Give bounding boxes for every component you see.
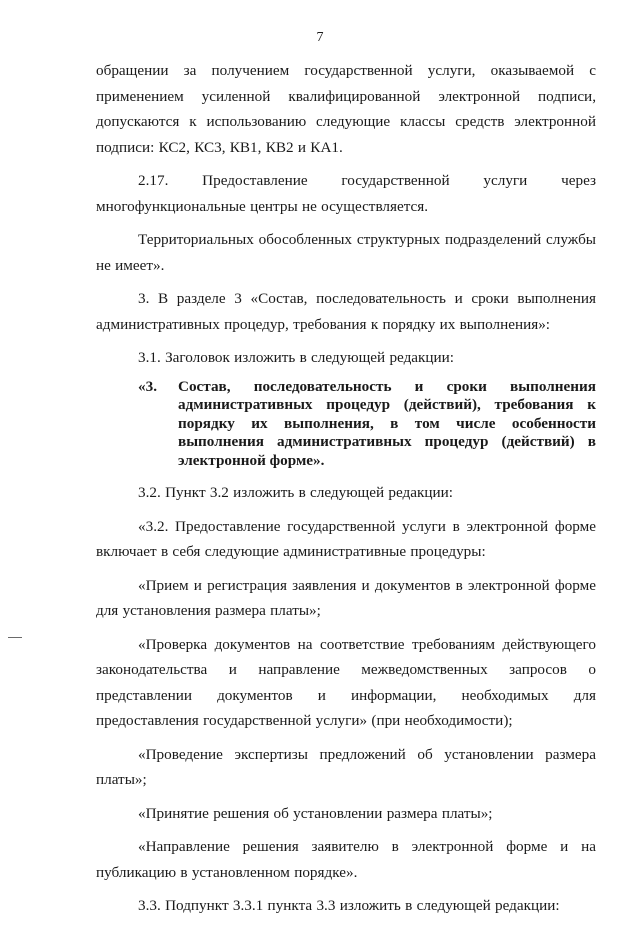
- procedure-item: «Проверка документов на соответствие требованиям действующего законодательства и направление межведомственных запросов о представлении документов и информации, необходимых для предоставления государственной услуги» (при необходимости);: [96, 635, 596, 729]
- procedure-item: «Прием и регистрация заявления и документов в электронной форме для установления размера платы»;: [96, 576, 596, 619]
- paragraph-3-3: 3.3. Подпункт 3.3.1 пункта 3.3 изложить в следующей редакции:: [138, 897, 560, 914]
- margin-mark: [8, 637, 22, 638]
- paragraph-3-2-quote: «3.2. Предоставление государственной услуги в электронной форме включает в себя следующие административные процедуры:: [96, 517, 596, 560]
- procedure-item: «Проведение экспертизы предложений об установлении размера платы»;: [96, 745, 596, 788]
- section-heading-text: Состав, последовательность и сроки выполнения административных процедур (действий), требования к порядку их выполнения, в том числе особенности выполнения административных процедур (действий) в электронной форме».: [178, 377, 596, 469]
- procedure-item: «Принятие решения об установлении размера платы»;: [138, 804, 493, 822]
- paragraph-3-1: 3.1. Заголовок изложить в следующей редакции:: [138, 349, 455, 366]
- page-number: 7: [316, 30, 324, 45]
- paragraph-continuation: обращении за получением государственной услуги, оказываемой с применением усиленной квалифицированной электронной подписи, допускаются к использованию следующие классы средств электронной подписи: КС2, КС3, КВ1, КВ2 и КА1.: [96, 62, 596, 156]
- section-heading-number: «3.: [138, 377, 157, 395]
- paragraph-territorial-units: Территориальных обособленных структурных подразделений службы не имеет».: [96, 231, 596, 274]
- document-body: [96, 58, 596, 927]
- paragraph-section-3: 3. В разделе 3 «Состав, последовательность и сроки выполнения административных процедур, требования к порядку их выполнения»:: [96, 290, 596, 333]
- paragraph-3-2: 3.2. Пункт 3.2 изложить в следующей редакции:: [138, 484, 454, 501]
- paragraph-2-17: 2.17. Предоставление государственной услуги через многофункциональные центры не осуществляется.: [96, 172, 596, 215]
- procedure-item: «Направление решения заявителю в электронной форме и на публикацию в установленном порядке».: [96, 838, 596, 881]
- section-heading-block: [96, 378, 596, 471]
